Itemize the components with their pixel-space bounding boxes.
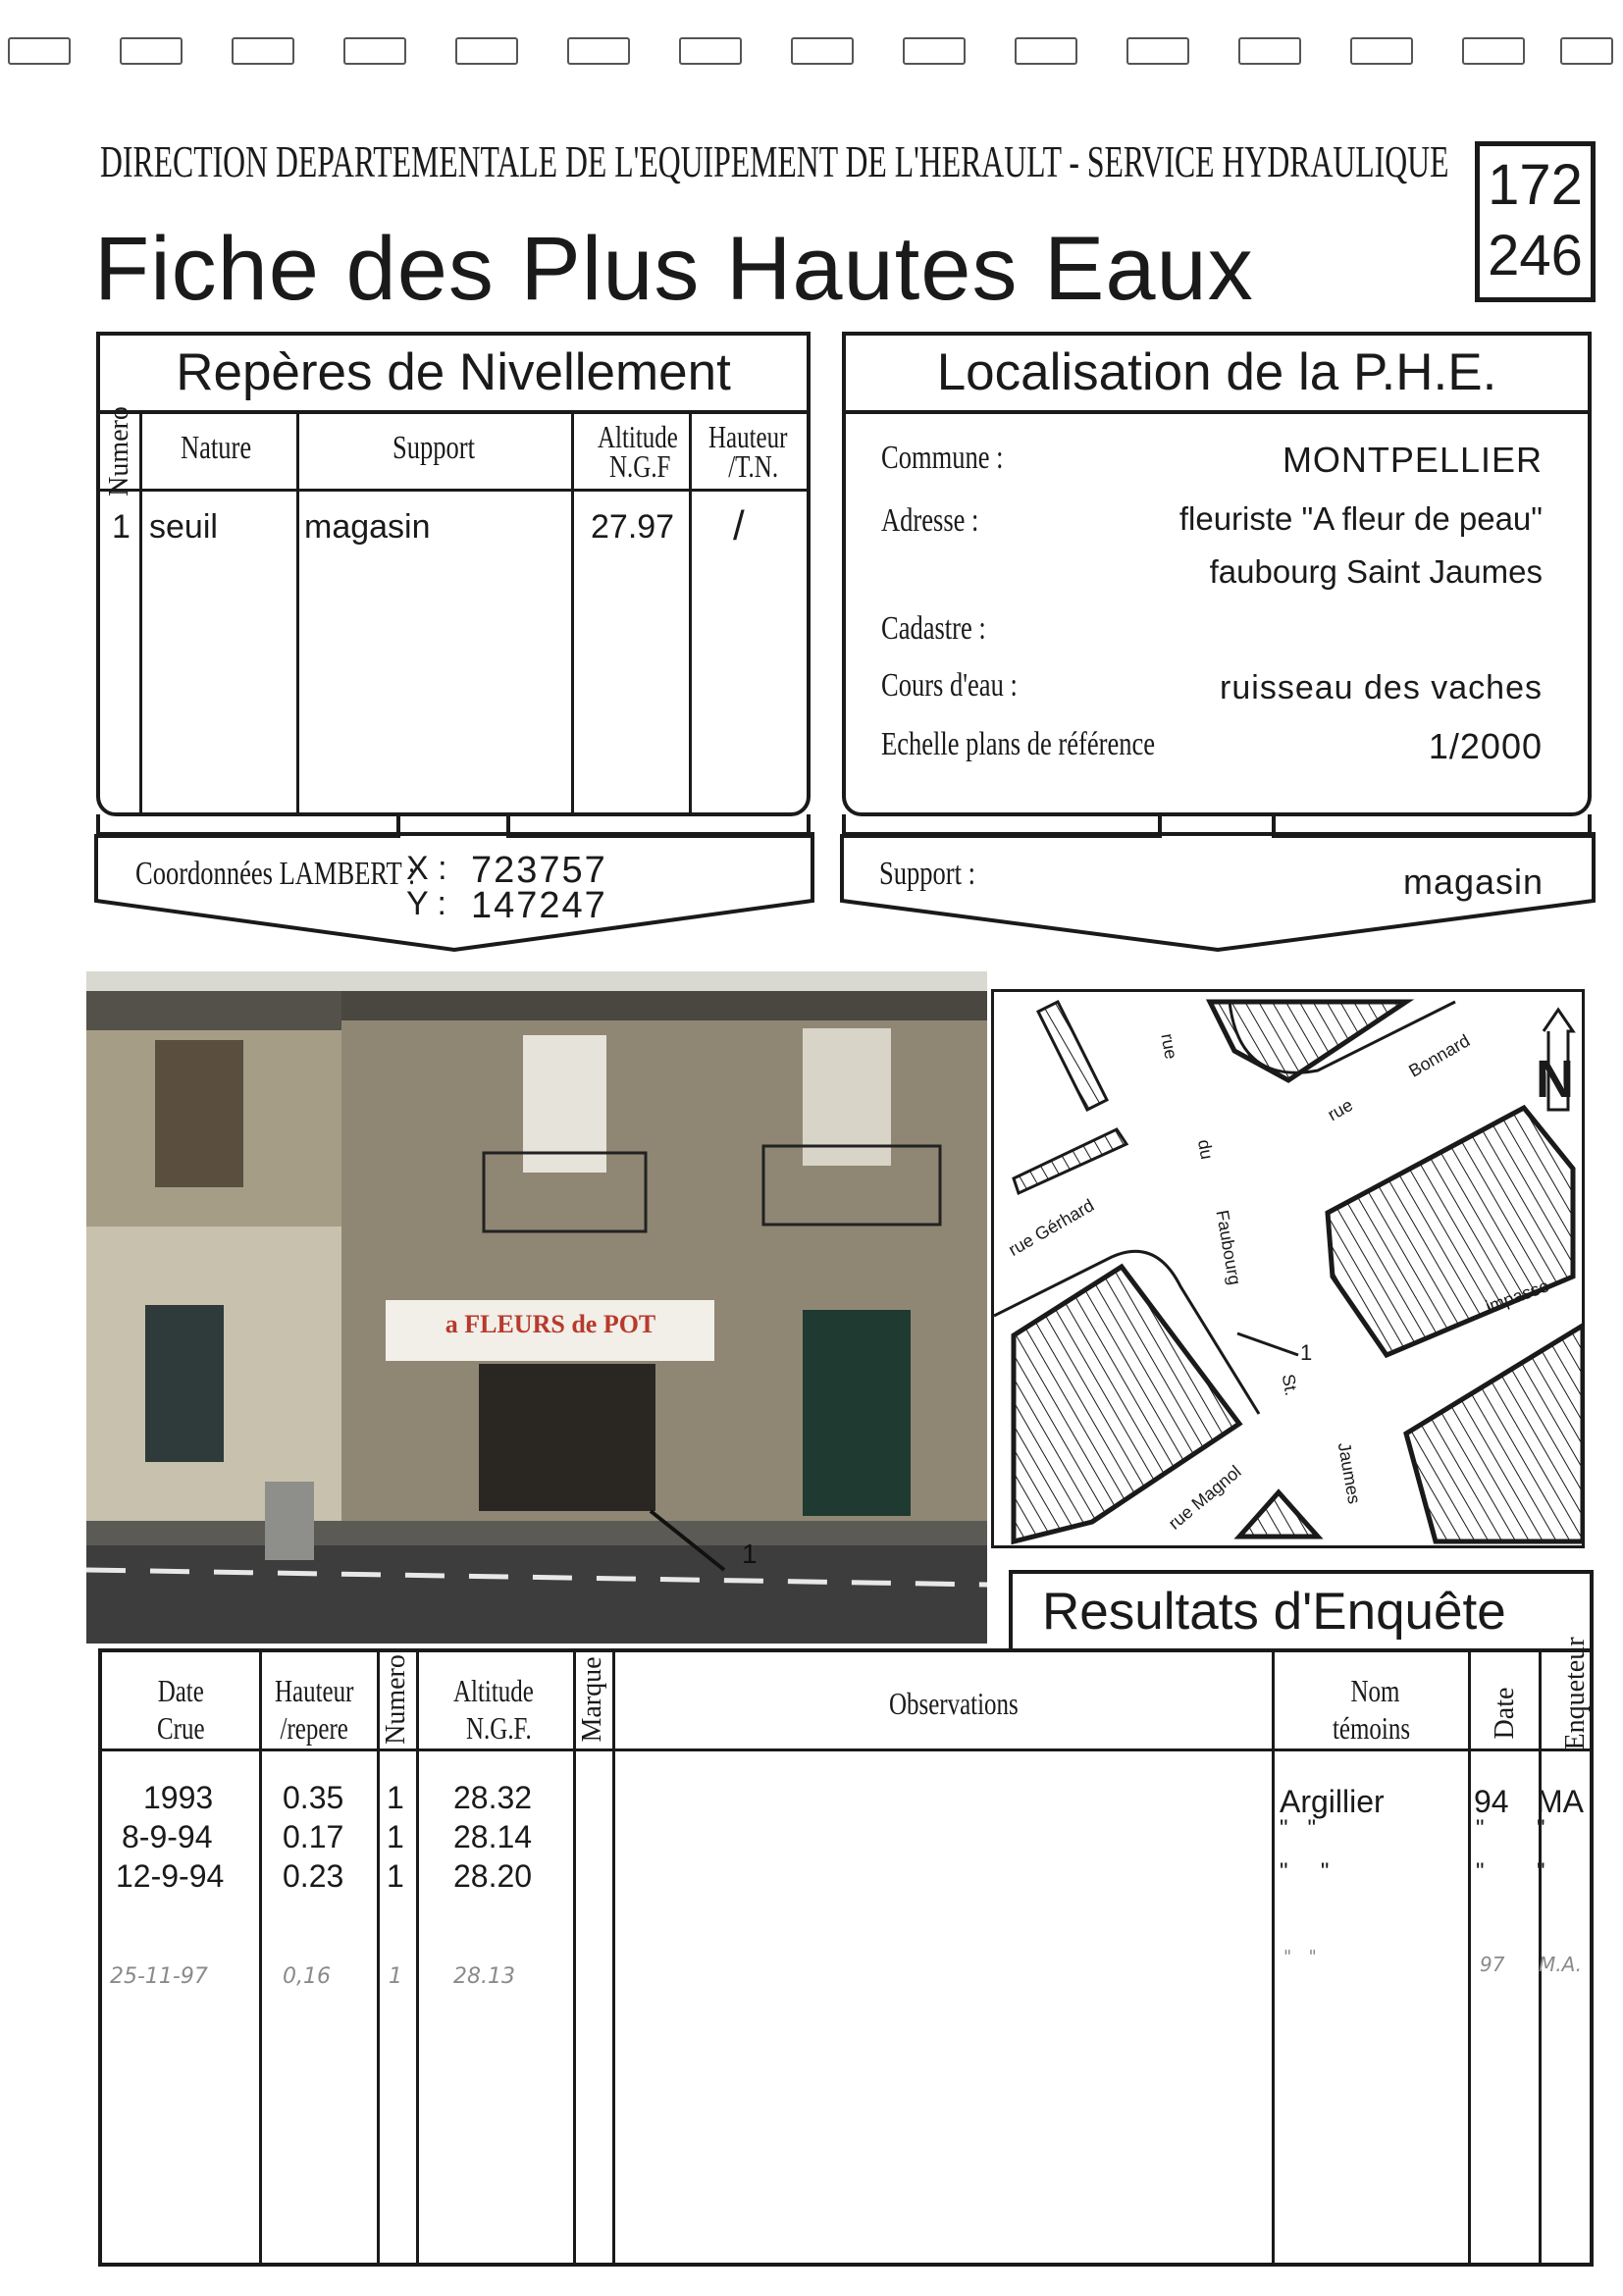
- cours-label: Cours d'eau :: [881, 667, 1018, 704]
- echelle-label: Echelle plans de référence: [881, 726, 1156, 762]
- row-enqueteur: ": [1537, 1858, 1545, 1885]
- col-header-hauteur-line1: Hauteur: [275, 1673, 354, 1708]
- row-numero: 1: [387, 1780, 404, 1815]
- map-marker: 1: [1300, 1340, 1313, 1365]
- row-temoin: " ": [1283, 1947, 1317, 1967]
- col-divider: [689, 414, 692, 816]
- echelle-value: 1/2000: [1428, 726, 1543, 766]
- commune-label: Commune :: [881, 440, 1004, 476]
- row-altitude: 28.13: [453, 1964, 515, 1989]
- binder-hole: [1560, 37, 1613, 65]
- row-date: ": [1476, 1858, 1485, 1885]
- reperes-header-divider: [100, 489, 807, 492]
- resultats-title-box: [1009, 1570, 1594, 1650]
- map-street-impasse: impasse: [1483, 1276, 1552, 1317]
- row-date-crue: 25-11-97: [110, 1964, 208, 1989]
- row-temoin: " ": [1280, 1815, 1317, 1842]
- col-divider: [1468, 1652, 1471, 2263]
- col-divider: [296, 414, 299, 816]
- localisation-panel: [842, 332, 1592, 816]
- site-map: [991, 989, 1585, 1548]
- resultats-title: Resultats d'Enquête: [1042, 1583, 1506, 1641]
- col-divider: [571, 414, 574, 816]
- col-header-support: Support: [393, 430, 475, 466]
- binder-hole: [679, 37, 742, 65]
- col-header-numero: Numero: [381, 1654, 411, 1745]
- row-date: 94: [1474, 1784, 1509, 1819]
- lambert-banner: [94, 832, 814, 958]
- map-street-st: St.: [1278, 1372, 1302, 1397]
- binder-hole: [1462, 37, 1525, 65]
- row-date: ": [1476, 1815, 1485, 1842]
- col-divider: [612, 1652, 615, 2263]
- reperes-numero: 1: [112, 508, 131, 546]
- col-header-altitude-ngf: [453, 1672, 534, 1747]
- cadastre-label: Cadastre :: [881, 610, 986, 647]
- row-hauteur: 0.23: [283, 1858, 344, 1894]
- resultats-header-divider: [102, 1748, 1590, 1751]
- reperes-nature: seuil: [149, 508, 218, 546]
- col-header-date-crue-line2: Crue: [157, 1710, 205, 1746]
- shop-sign: a FLEURS de POT: [445, 1310, 656, 1338]
- resultats-table: [98, 1637, 1594, 2267]
- col-header-numero: Numero: [104, 406, 134, 496]
- col-divider: [416, 1652, 419, 2263]
- lambert-x-label: X :: [406, 850, 447, 887]
- col-header-altitude-line2: N.G.F.: [466, 1710, 532, 1746]
- adresse-label: Adresse :: [881, 502, 979, 539]
- col-header-nom-temoins: [1333, 1672, 1410, 1747]
- binder-hole: [791, 37, 854, 65]
- north-arrow-label: N: [1536, 1050, 1574, 1109]
- row-enqueteur: M.A.: [1539, 1953, 1583, 1976]
- cours-value: ruisseau des vaches: [1220, 669, 1543, 706]
- col-header-nature: Nature: [181, 430, 252, 466]
- row-hauteur: 0,16: [283, 1964, 331, 1989]
- reperes-hauteur: /: [733, 502, 745, 548]
- binder-hole: [8, 37, 71, 65]
- adresse-line1: fleuriste "A fleur de peau": [1178, 500, 1543, 537]
- col-header-altitude-line2: N.G.F: [609, 448, 671, 484]
- col-header-nom-line2: témoins: [1333, 1710, 1411, 1746]
- lambert-label: Coordonnées LAMBERT :: [135, 856, 416, 892]
- map-street-faubourg: Faubourg: [1212, 1208, 1245, 1287]
- site-photo: [86, 971, 987, 1644]
- row-altitude: 28.20: [453, 1858, 533, 1894]
- binder-hole: [343, 37, 406, 65]
- col-divider: [139, 414, 142, 816]
- row-altitude: 28.14: [453, 1819, 533, 1854]
- row-numero: 1: [387, 1819, 404, 1854]
- col-header-altitude-line1: Altitude: [598, 419, 678, 454]
- col-header-observations: Observations: [889, 1686, 1019, 1721]
- row-enqueteur: ": [1537, 1815, 1545, 1842]
- map-street-magnol: rue Magnol: [1164, 1461, 1245, 1534]
- col-divider: [1272, 1652, 1275, 2263]
- map-street-du: du: [1193, 1137, 1218, 1162]
- lambert-x-value: 723757: [471, 850, 607, 891]
- reperes-title: Repères de Nivellement: [100, 336, 807, 414]
- fiche-code-bottom: 246: [1488, 224, 1583, 287]
- adresse-line2: faubourg Saint Jaumes: [1209, 553, 1543, 590]
- row-hauteur: 0.35: [283, 1780, 344, 1815]
- row-numero: 1: [387, 1858, 404, 1894]
- binder-hole: [120, 37, 183, 65]
- binder-hole: [903, 37, 966, 65]
- binder-hole: [1126, 37, 1189, 65]
- reperes-support: magasin: [304, 508, 431, 546]
- binder-hole: [1350, 37, 1413, 65]
- row-altitude: 28.32: [453, 1780, 533, 1815]
- col-header-date-crue: [157, 1672, 205, 1747]
- map-street-bonnard: Bonnard: [1405, 1030, 1474, 1081]
- col-header-hauteur-line2: /repere: [280, 1710, 348, 1746]
- binder-hole: [1238, 37, 1301, 65]
- col-header-date-crue-line1: Date: [157, 1673, 204, 1708]
- row-date-crue: 1993: [143, 1780, 214, 1815]
- col-header-hauteur: [708, 419, 788, 484]
- map-street-rue-2: rue: [1324, 1094, 1357, 1125]
- row-date: 97: [1480, 1953, 1505, 1976]
- map-street-rue-1: rue: [1157, 1031, 1181, 1061]
- support-label: Support :: [879, 856, 975, 892]
- localisation-title: Localisation de la P.H.E.: [846, 336, 1588, 414]
- fiche-code-top: 172: [1488, 153, 1583, 217]
- photo-marker: 1: [742, 1539, 758, 1569]
- col-header-nom-line1: Nom: [1350, 1673, 1400, 1708]
- page-title: Fiche des Plus Hautes Eaux: [94, 219, 1254, 319]
- binder-holes: [0, 27, 1623, 67]
- col-divider: [259, 1652, 262, 2263]
- row-date-crue: 8-9-94: [122, 1819, 213, 1854]
- row-hauteur: 0.17: [283, 1819, 344, 1854]
- col-header-date: Date: [1490, 1687, 1520, 1740]
- col-header-enqueteur: Enqueteur: [1560, 1637, 1591, 1750]
- support-value: magasin: [1403, 861, 1544, 902]
- binder-hole: [1015, 37, 1077, 65]
- commune-value: MONTPELLIER: [1282, 440, 1543, 480]
- row-temoin: Argillier: [1280, 1784, 1385, 1819]
- col-header-marque: Marque: [577, 1656, 607, 1743]
- row-temoin: " ": [1280, 1858, 1330, 1885]
- lambert-y-label: Y :: [406, 885, 446, 922]
- reperes-panel: [96, 332, 811, 816]
- binder-hole: [567, 37, 630, 65]
- agency-header: DIRECTION DEPARTEMENTALE DE L'EQUIPEMENT DE L'HERAULT - SERVICE HYDRAULIQUE: [100, 136, 1449, 186]
- col-header-hauteur-repere: [275, 1672, 353, 1747]
- lambert-y-value: 147247: [471, 885, 607, 926]
- col-header-altitude-line1: Altitude: [453, 1673, 534, 1708]
- row-numero: 1: [389, 1964, 402, 1989]
- reperes-altitude: 27.97: [591, 508, 675, 546]
- col-header-hauteur-line2: /T.N.: [728, 448, 779, 484]
- binder-hole: [455, 37, 518, 65]
- row-enqueteur: MA: [1537, 1784, 1584, 1819]
- row-date-crue: 12-9-94: [116, 1858, 225, 1894]
- col-header-hauteur-line1: Hauteur: [708, 419, 788, 454]
- map-street-jaumes: Jaumes: [1334, 1440, 1365, 1506]
- map-street-gerhard: rue Gérhard: [1005, 1195, 1098, 1260]
- col-header-altitude: [598, 419, 678, 484]
- binder-hole: [232, 37, 294, 65]
- fiche-code-box: [1475, 141, 1596, 302]
